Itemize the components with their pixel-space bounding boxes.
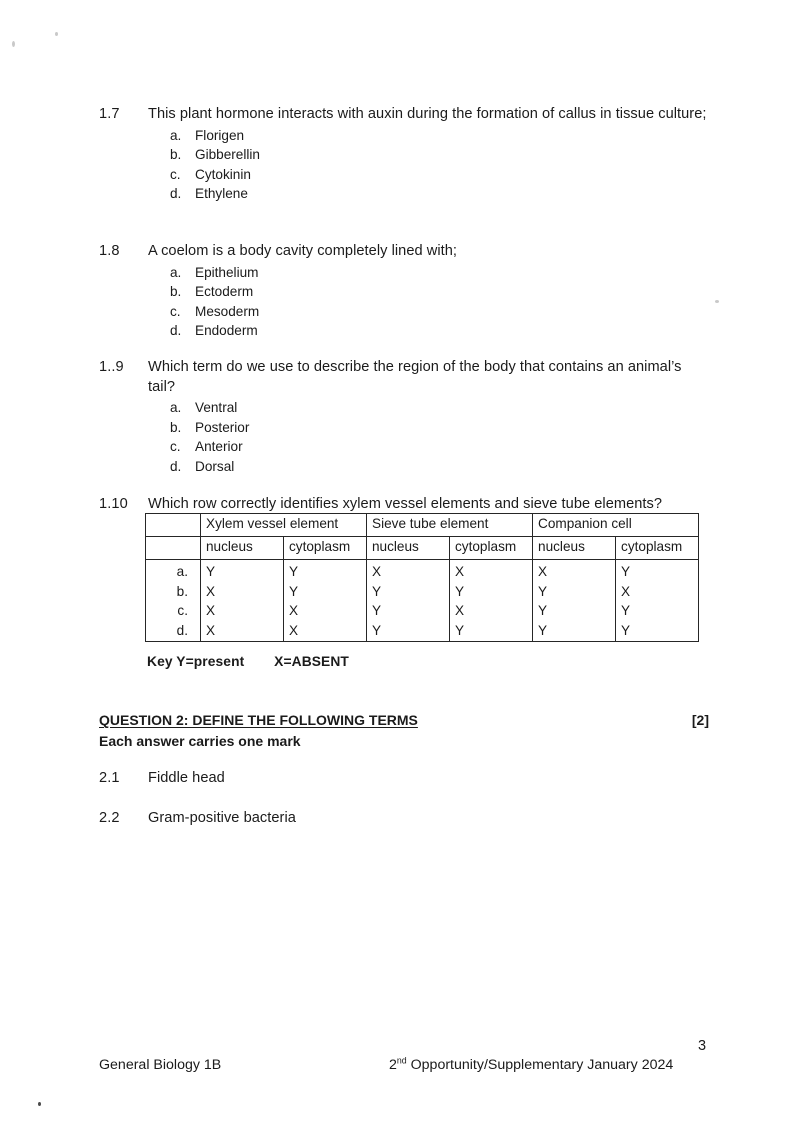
option-item[interactable] [99,263,709,283]
cell-value: X [206,603,216,619]
option-letter: a. [170,264,182,280]
question-2-subheading: Each answer carries one mark [99,733,301,749]
question-text: A coelom is a body cavity completely lined with; [148,243,458,259]
cell-value: X [206,622,216,638]
option-item[interactable] [99,321,709,341]
cell-value: Y [621,564,631,579]
question-2-marks: [2] [691,712,709,728]
cell-value: Y [455,583,465,599]
cell-value: X [455,603,465,619]
question-1-9 [99,358,709,476]
data-column-sieve-nucleus [367,560,450,642]
group-header-companion: Companion cell [533,514,699,537]
option-text: Epithelium [195,264,259,280]
question-number: 1.10 [99,496,128,512]
scan-speck [55,32,58,36]
cell-value: X [206,583,216,599]
cell-value: X [621,583,631,599]
cell-value: Y [206,564,216,579]
question-text: Fiddle head [148,770,225,786]
option-letter: d. [170,186,182,202]
option-letter: b. [170,419,182,435]
row-label[interactable]: a. [176,564,188,579]
option-text: Florigen [195,127,245,143]
question-number: 2.1 [99,770,120,786]
footer-session-prefix: 2 [389,1057,397,1073]
group-header-xylem: Xylem vessel element [201,514,367,537]
option-item[interactable] [99,457,709,477]
cell-value: Y [538,603,548,619]
footer-course-name: General Biology 1B [99,1057,222,1073]
option-item[interactable] [99,145,709,165]
subheader-cell: nucleus [201,537,284,560]
data-column-companion-cytoplasm [616,560,699,642]
scan-speck [715,300,719,303]
question-2-heading-row [99,712,709,728]
question-text: Which row correctly identifies xylem vessel elements and sieve tube elements? [148,496,663,512]
row-label[interactable]: b. [176,583,188,599]
xylem-sieve-table-wrapper [145,513,698,642]
row-label[interactable]: c. [177,603,188,619]
subheader-blank [146,537,201,560]
question-1-7 [99,105,709,204]
cell-value: X [455,564,465,579]
data-column-xylem-cytoplasm [284,560,367,642]
option-item[interactable] [99,282,709,302]
option-letter: d. [170,323,182,339]
subheader-cell: nucleus [367,537,450,560]
question-1-8 [99,242,709,341]
cell-value: Y [538,622,548,638]
table-body-row [146,560,699,642]
option-letter: b. [170,284,182,300]
subheader-cell: cytoplasm [616,537,699,560]
option-text: Posterior [195,419,250,435]
cell-value: X [372,564,382,579]
option-text: Mesoderm [195,303,260,319]
cell-value: Y [372,583,382,599]
question-number: 1.7 [99,106,120,122]
page-number: 3 [697,1038,707,1054]
question-1-10 [99,495,709,515]
cell-value: Y [621,603,631,619]
row-label-column [146,560,201,642]
data-column-sieve-cytoplasm [450,560,533,642]
option-text: Anterior [195,439,243,455]
table-subheader-row [146,537,699,560]
key-absent: X=ABSENT [274,654,349,669]
option-list [99,126,709,204]
option-letter: a. [170,400,182,415]
cell-value: X [289,603,299,619]
question-2-2 [99,809,709,829]
footer-session-ordinal-suffix: nd [396,1055,407,1066]
option-item[interactable] [99,184,709,204]
data-column-companion-nucleus [533,560,616,642]
scan-speck [12,41,15,47]
option-text: Ectoderm [195,284,254,300]
option-text: Cytokinin [195,166,251,182]
row-label[interactable]: d. [176,622,188,638]
option-text: Dorsal [195,458,235,474]
question-2-1 [99,769,709,789]
option-text: Endoderm [195,323,258,339]
question-text: This plant hormone interacts with auxin during the formation of callus in tissue culture; [148,106,707,122]
table-key [147,654,349,669]
table-group-header-row [146,514,699,537]
option-text: Ventral [195,400,238,415]
group-header-sieve: Sieve tube element [367,514,533,537]
option-letter: d. [170,458,182,474]
scan-speck [38,1102,41,1106]
cell-value: Y [538,583,548,599]
option-letter: b. [170,147,182,163]
option-text: Ethylene [195,186,248,202]
option-item[interactable] [99,126,709,146]
option-item[interactable] [99,437,709,457]
cell-value: Y [621,622,631,638]
cell-value: Y [372,603,382,619]
cell-value: X [289,622,299,638]
table-corner-cell [146,514,201,537]
cell-value: Y [289,583,299,599]
question-text: Which term do we use to describe the region of the body that contains an animal’s tail? [148,359,682,395]
question-number: 1..9 [99,359,124,375]
xylem-sieve-table [145,513,699,642]
cell-value: X [538,564,548,579]
footer-exam-session [389,1057,673,1073]
question-number: 2.2 [99,810,120,826]
option-item[interactable] [99,165,709,185]
subheader-cell: cytoplasm [284,537,367,560]
option-list [99,398,709,476]
subheader-cell: nucleus [533,537,616,560]
key-present: Key Y=present [147,654,245,669]
option-letter: c. [170,166,181,182]
data-column-xylem-nucleus [201,560,284,642]
question-number: 1.8 [99,243,120,259]
question-2-heading: QUESTION 2: DEFINE THE FOLLOWING TERMS [99,712,418,728]
cell-value: Y [289,564,299,579]
option-letter: c. [170,303,181,319]
question-text: Gram-positive bacteria [148,810,296,826]
option-item[interactable] [99,398,709,418]
option-letter: a. [170,127,182,143]
option-item[interactable] [99,418,709,438]
subheader-cell: cytoplasm [450,537,533,560]
cell-value: Y [372,622,382,638]
option-item[interactable] [99,302,709,322]
option-list [99,263,709,341]
cell-value: Y [455,622,465,638]
option-letter: c. [170,439,181,455]
option-text: Gibberellin [195,147,260,163]
footer-session-text: Opportunity/Supplementary January 2024 [406,1057,674,1073]
